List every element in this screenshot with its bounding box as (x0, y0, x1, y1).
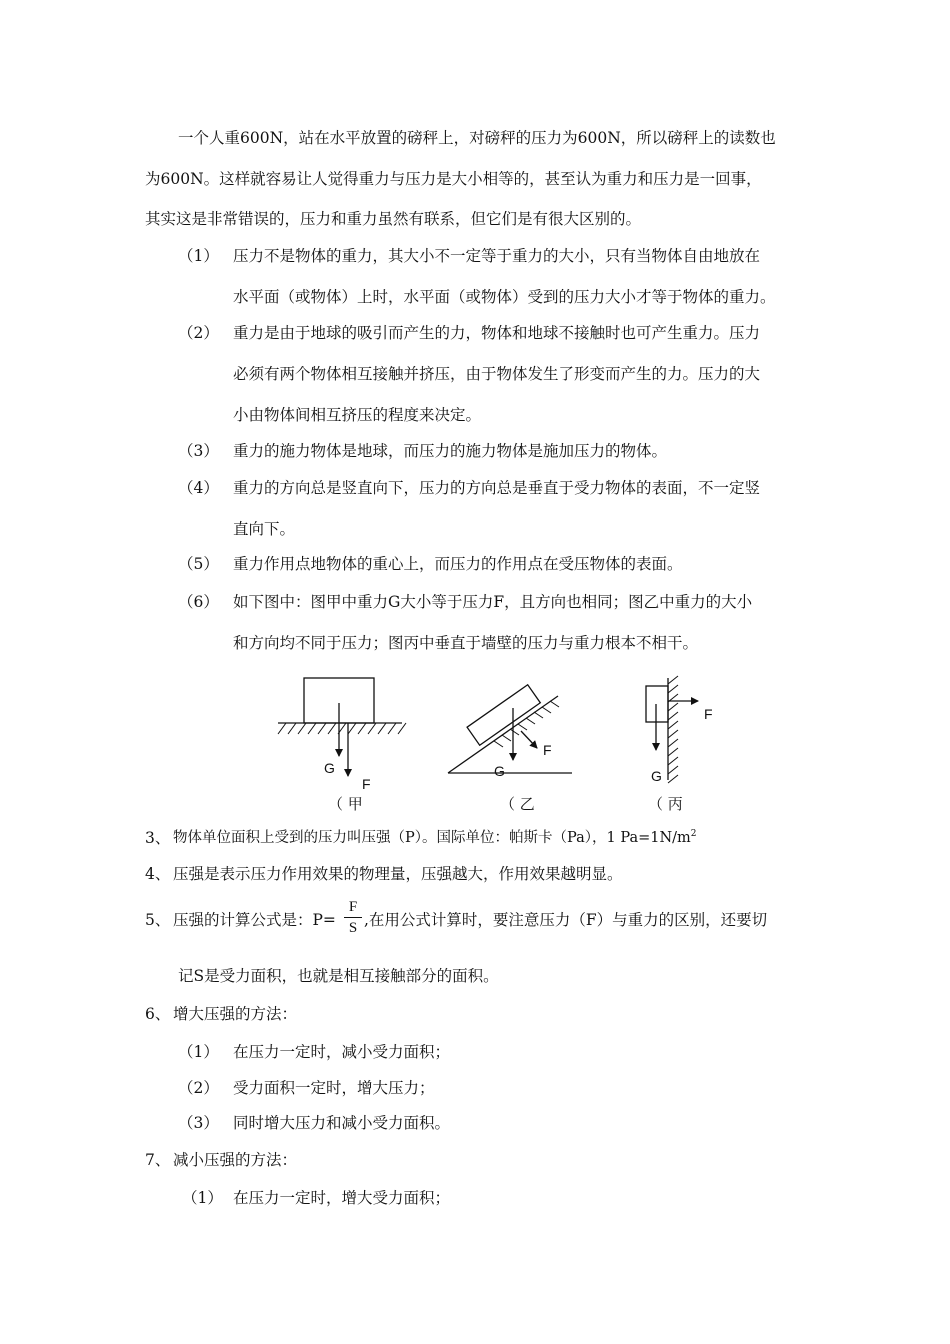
item-7-sub-1-number: （1） (182, 1189, 223, 1207)
point-1-line-2: 水平面（或物体）上时，水平面（或物体）受到的压力大小才等于物体的重力。 (233, 288, 776, 306)
intro-line-2: 为600N。这样就容易让人觉得重力与压力是大小相等的，甚至认为重力和压力是一回事， (145, 170, 762, 188)
item-5-post: ,在用公式计算时，要注意压力（F）与重力的区别，还要切 (364, 911, 768, 929)
point-3-line-1: 重力的施力物体是地球，而压力的施力物体是施加压力的物体。 (233, 442, 668, 460)
point-6-line-2: 和方向均不同于压力；图丙中垂直于墙壁的压力与重力根本不相干。 (233, 634, 699, 652)
label-f-jia: F (362, 776, 371, 792)
pressure-arrow-yi (521, 731, 537, 748)
label-g-jia: G (324, 760, 335, 776)
intro-line-3: 其实这是非常错误的，压力和重力虽然有联系，但它们是有很大区别的。 (145, 210, 642, 228)
item-7-number: 7、 (145, 1151, 171, 1169)
diagram-bing (646, 676, 713, 813)
item-6-sub-1-text: 在压力一定时，减小受力面积； (233, 1043, 451, 1061)
item-4-number: 4、 (145, 865, 171, 883)
point-2-line-3: 小由物体间相互挤压的程度来决定。 (233, 406, 482, 424)
point-3-number: （3） (178, 442, 219, 460)
caption-jia: （ 甲 (328, 795, 363, 813)
item-4-text: 压强是表示压力作用效果的物理量，压强越大，作用效果越明显。 (173, 865, 623, 883)
caption-bing: （ 丙 (648, 795, 683, 813)
item-6-sub-3-number: （3） (178, 1114, 219, 1132)
item-7-title: 减小压强的方法： (173, 1151, 298, 1169)
caption-yi: （ 乙 (500, 795, 535, 813)
block-bing (646, 686, 668, 722)
fraction-denominator: S (348, 920, 358, 936)
point-2-line-1: 重力是由于地球的吸引而产生的力，物体和地球不接触时也可产生重力。压力 (233, 324, 761, 342)
item-5-continuation: 记S是受力面积，也就是相互接触部分的面积。 (178, 967, 499, 985)
item-6-sub-2-text: 受力面积一定时，增大压力； (233, 1079, 435, 1097)
label-f-bing: F (704, 706, 713, 722)
force-diagrams (260, 668, 720, 818)
label-f-yi: F (543, 742, 552, 758)
point-4-number: （4） (178, 479, 219, 497)
item-6-number: 6、 (145, 1005, 171, 1023)
fraction-bar (344, 917, 362, 918)
point-6-number: （6） (178, 593, 219, 611)
item-6-title: 增大压强的方法： (173, 1005, 298, 1023)
point-2-line-2: 必须有两个物体相互接触并挤压，由于物体发生了形变而产生的力。压力的大 (233, 365, 761, 383)
incline-hatch-yi (494, 701, 559, 747)
point-4-line-1: 重力的方向总是竖直向下，压力的方向总是垂直于受力物体的表面，不一定竖 (233, 479, 761, 497)
item-6-sub-1-number: （1） (178, 1043, 219, 1061)
item-5-pre: 压强的计算公式是：P= (173, 911, 336, 929)
fraction-numerator: F (348, 899, 358, 915)
item-3-text (173, 828, 697, 848)
point-5-number: （5） (178, 555, 219, 573)
item-5-number: 5、 (145, 911, 171, 929)
item-3-text-body: 物体单位面积上受到的压力叫压强（P）。国际单位：帕斯卡（Pa），1 Pa=1N/m (173, 830, 691, 846)
point-2-number: （2） (178, 324, 219, 342)
point-5-line-1: 重力作用点地物体的重心上，而压力的作用点在受压物体的表面。 (233, 555, 683, 573)
item-3-sup: 2 (690, 829, 697, 840)
item-7-sub-1-text: 在压力一定时，增大受力面积； (233, 1189, 451, 1207)
item-6-sub-2-number: （2） (178, 1079, 219, 1097)
ground-hatch-jia (278, 723, 406, 734)
label-g-bing: G (651, 768, 662, 784)
diagram-yi (448, 685, 572, 813)
wall-hatch-bing (668, 676, 678, 783)
point-4-line-2: 直向下。 (233, 520, 296, 538)
point-1-line-1: 压力不是物体的重力，其大小不一定等于重力的大小，只有当物体自由地放在 (233, 247, 761, 265)
point-6-line-1: 如下图中：图甲中重力G大小等于压力F，且方向也相同；图乙中重力的大小 (233, 593, 753, 611)
intro-line-1: 一个人重600N，站在水平放置的磅秤上，对磅秤的压力为600N，所以磅秤上的读数也 (178, 129, 776, 147)
item-6-sub-3-text: 同时增大压力和减小受力面积。 (233, 1114, 451, 1132)
diagram-jia (278, 678, 406, 813)
pressure-formula-fraction (344, 898, 362, 937)
point-1-number: （1） (178, 247, 219, 265)
incline-yi (448, 696, 558, 773)
item-3-number: 3、 (145, 829, 171, 847)
label-g-yi: G (494, 763, 505, 779)
